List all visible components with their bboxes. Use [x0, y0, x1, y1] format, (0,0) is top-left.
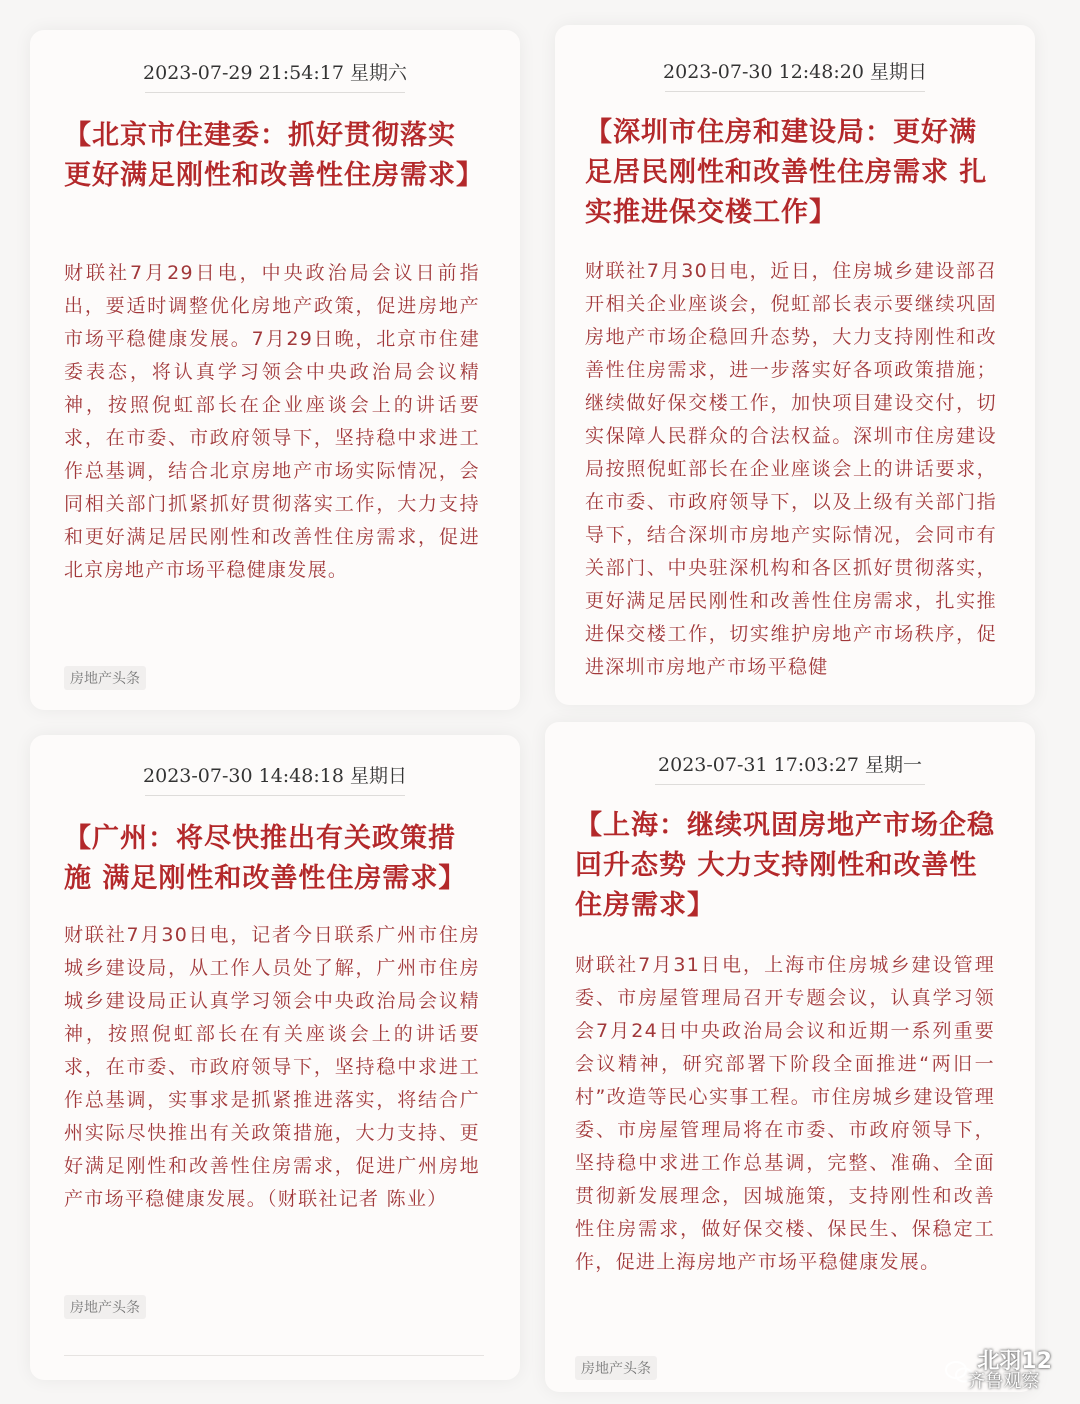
article-body: 财联社7月30日电，记者今日联系广州市住房城乡建设局，从工作人员处了解，广州市住房城乡建设局正认真学习领会中央政治局会议精神，按照倪虹部长在有关座谈会上的讲话要求，在市委、市政府领导下，坚持稳中求进工作总基调，实事求是抓紧推进落实，将结合广州实际尽快推出有关政策措施，大力支持、更好满足刚性和改善性住房需求，促进广州房地产市场平稳健康发展。（财联社记者 陈业）: [64, 924, 480, 1210]
news-card-shenzhen: [555, 25, 1035, 705]
source-label: 房地产头条: [64, 1295, 146, 1319]
watermark-name: 北羽12: [977, 1349, 1052, 1374]
timestamp: 2023-07-30 12:48:20 星期日: [663, 61, 927, 83]
news-card-beijing: [30, 30, 520, 710]
timestamp: 2023-07-30 14:48:18 星期日: [143, 765, 407, 787]
timestamp-divider: [145, 92, 405, 93]
source-label: 房地产头条: [64, 666, 146, 690]
article-body: 财联社7月30日电，近日，住房城乡建设部召开相关企业座谈会，倪虹部长表示要继续巩固房地产市场企稳回升态势，大力支持刚性和改善性住房需求，进一步落实好各项政策措施；继续做好保交楼工作，加快项目建设交付，切实保障人民群众的合法权益。深圳市住房建设局按照倪虹部长在企业座谈会上的讲话要求，在市委、市政府领导下，以及上级有关部门指导下，结合深圳市房地产实际情况，会同市有关部门、中央驻深机构和各区抓好贯彻落实，更好满足居民刚性和改善性住房需求，扎实推进保交楼工作，切实维护房地产市场秩序，促进深圳市房地产市场平稳健: [585, 260, 997, 678]
timestamp-divider: [665, 91, 925, 92]
headline: 【上海：继续巩固房地产市场企稳回升态势 大力支持刚性和改善性住房需求】: [575, 810, 995, 921]
news-card-shanghai: [545, 722, 1035, 1392]
watermark: [945, 1349, 1052, 1392]
article-body: 财联社7月29日电，中央政治局会议日前指出，要适时调整优化房地产政策，促进房地产市场平稳健康发展。7月29日晚，北京市住建委表态，将认真学习领会中央政治局会议精神，按照倪虹部长在企业座谈会上的讲话要求，在市委、市政府领导下，坚持稳中求进工作总基调，结合北京房地产市场实际情况，会同相关部门抓紧抓好贯彻落实工作，大力支持和更好满足居民刚性和改善性住房需求，促进北京房地产市场平稳健康发展。: [64, 262, 480, 581]
watermark-subtitle: 齐鲁观察: [967, 1371, 1040, 1392]
source-label: 房地产头条: [575, 1356, 657, 1380]
timestamp-divider: [145, 795, 405, 796]
headline: 【广州：将尽快推出有关政策措施 满足刚性和改善性住房需求】: [64, 823, 467, 894]
timestamp: 2023-07-31 17:03:27 星期一: [658, 754, 922, 776]
footer-divider: [64, 1355, 484, 1356]
timestamp-divider: [655, 784, 925, 785]
timestamp: 2023-07-29 21:54:17 星期六: [143, 62, 407, 84]
article-body: 财联社7月31日电，上海市住房城乡建设管理委、市房屋管理局召开专题会议，认真学习领会7月24日中央政治局会议和近期一系列重要会议精神，研究部署下阶段全面推进“两旧一村”改造等民心实事工程。市住房城乡建设管理委、市房屋管理局将在市委、市政府领导下，坚持稳中求进工作总基调，完整、准确、全面贯彻新发展理念，因城施策，支持刚性和改善性住房需求，做好保交楼、保民生、保稳定工作，促进上海房地产市场平稳健康发展。: [575, 954, 995, 1273]
news-card-guangzhou: [30, 735, 520, 1380]
headline: 【深圳市住房和建设局：更好满足居民刚性和改善性住房需求 扎实推进保交楼工作】: [585, 117, 988, 228]
headline: 【北京市住建委：抓好贯彻落实更好满足刚性和改善性住房需求】: [64, 120, 484, 191]
